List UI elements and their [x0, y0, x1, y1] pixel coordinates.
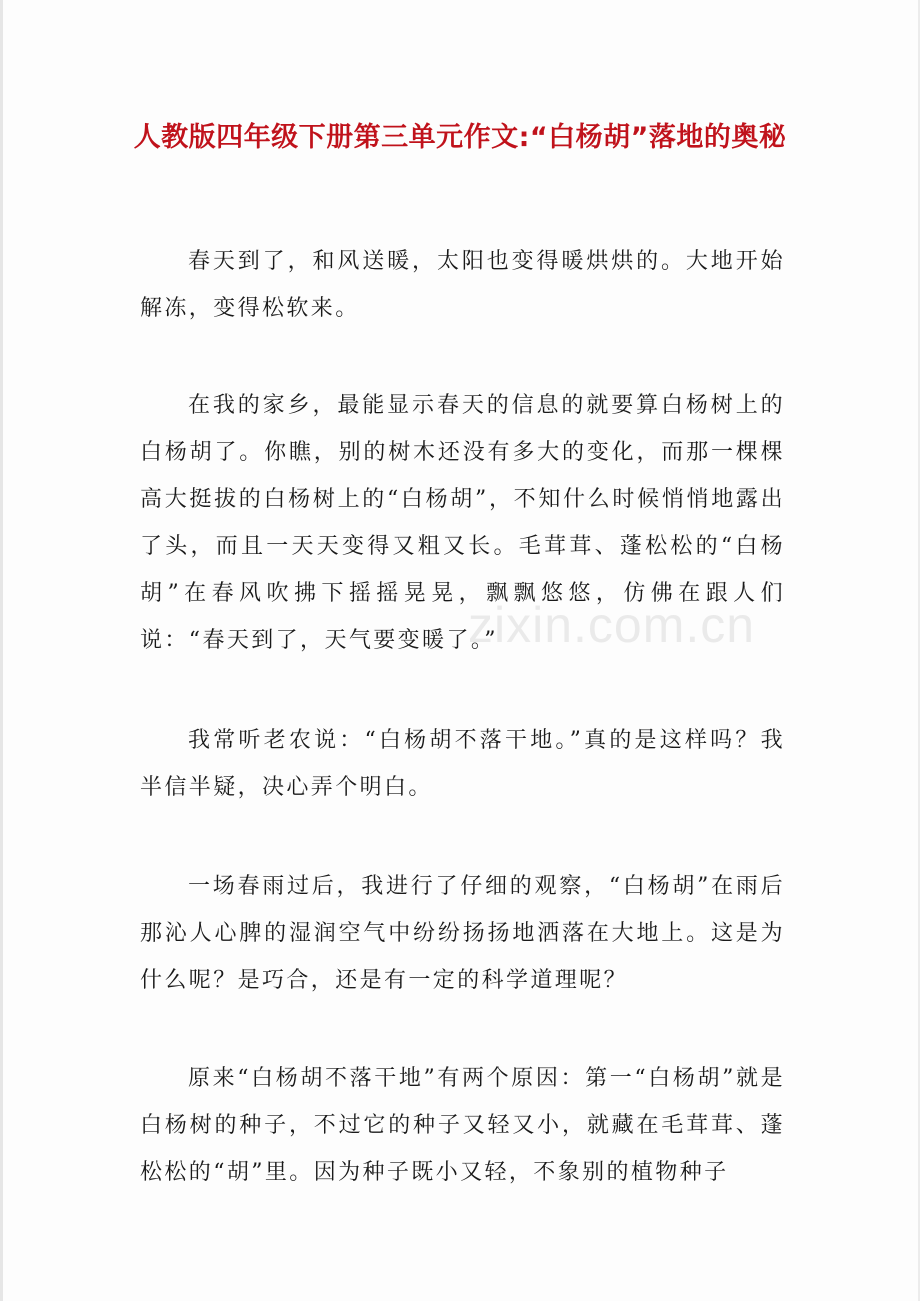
paragraph-5: 原来“白杨胡不落干地”有两个原因：第一“白杨胡”就是白杨树的种子，不过它的种子又轻又小，就藏在毛茸茸、蓬松松的“胡”里。因为种子既小又轻，不象别的植物种子	[140, 1066, 785, 1185]
paragraph-4: 一场春雨过后，我进行了仔细的观察，“白杨胡”在雨后那沁人心脾的湿润空气中纷纷扬扬地洒落在大地上。这是为什么呢？是巧合，还是有一定的科学道理呢？	[140, 874, 785, 993]
page-left-edge	[0, 0, 3, 1301]
paragraph-2: 在我的家乡，最能显示春天的信息的就要算白杨树上的白杨胡了。你瞧，别的树木还没有多大的变化，而那一棵棵高大挺拔的白杨树上的“白杨胡”，不知什么时候悄悄地露出了头，而且一天天变得又粗又长。毛茸茸、蓬松松的“白杨胡”在春风吹拂下摇摇晃晃，飘飘悠悠，仿佛在跟人们说：“春天到了，天气要变暖了。”	[140, 393, 785, 653]
document-title: 人教版四年级下册第三单元作文:“白杨胡”落地的奥秘	[133, 122, 787, 153]
paragraph-3: 我常听老农说：“白杨胡不落干地。”真的是这样吗？我半信半疑，决心弄个明白。	[140, 728, 785, 800]
paragraph-1: 春天到了，和风送暖，太阳也变得暖烘烘的。大地开始解冻，变得松软来。	[140, 249, 785, 321]
watermark: zixin.com.cn	[468, 597, 756, 653]
